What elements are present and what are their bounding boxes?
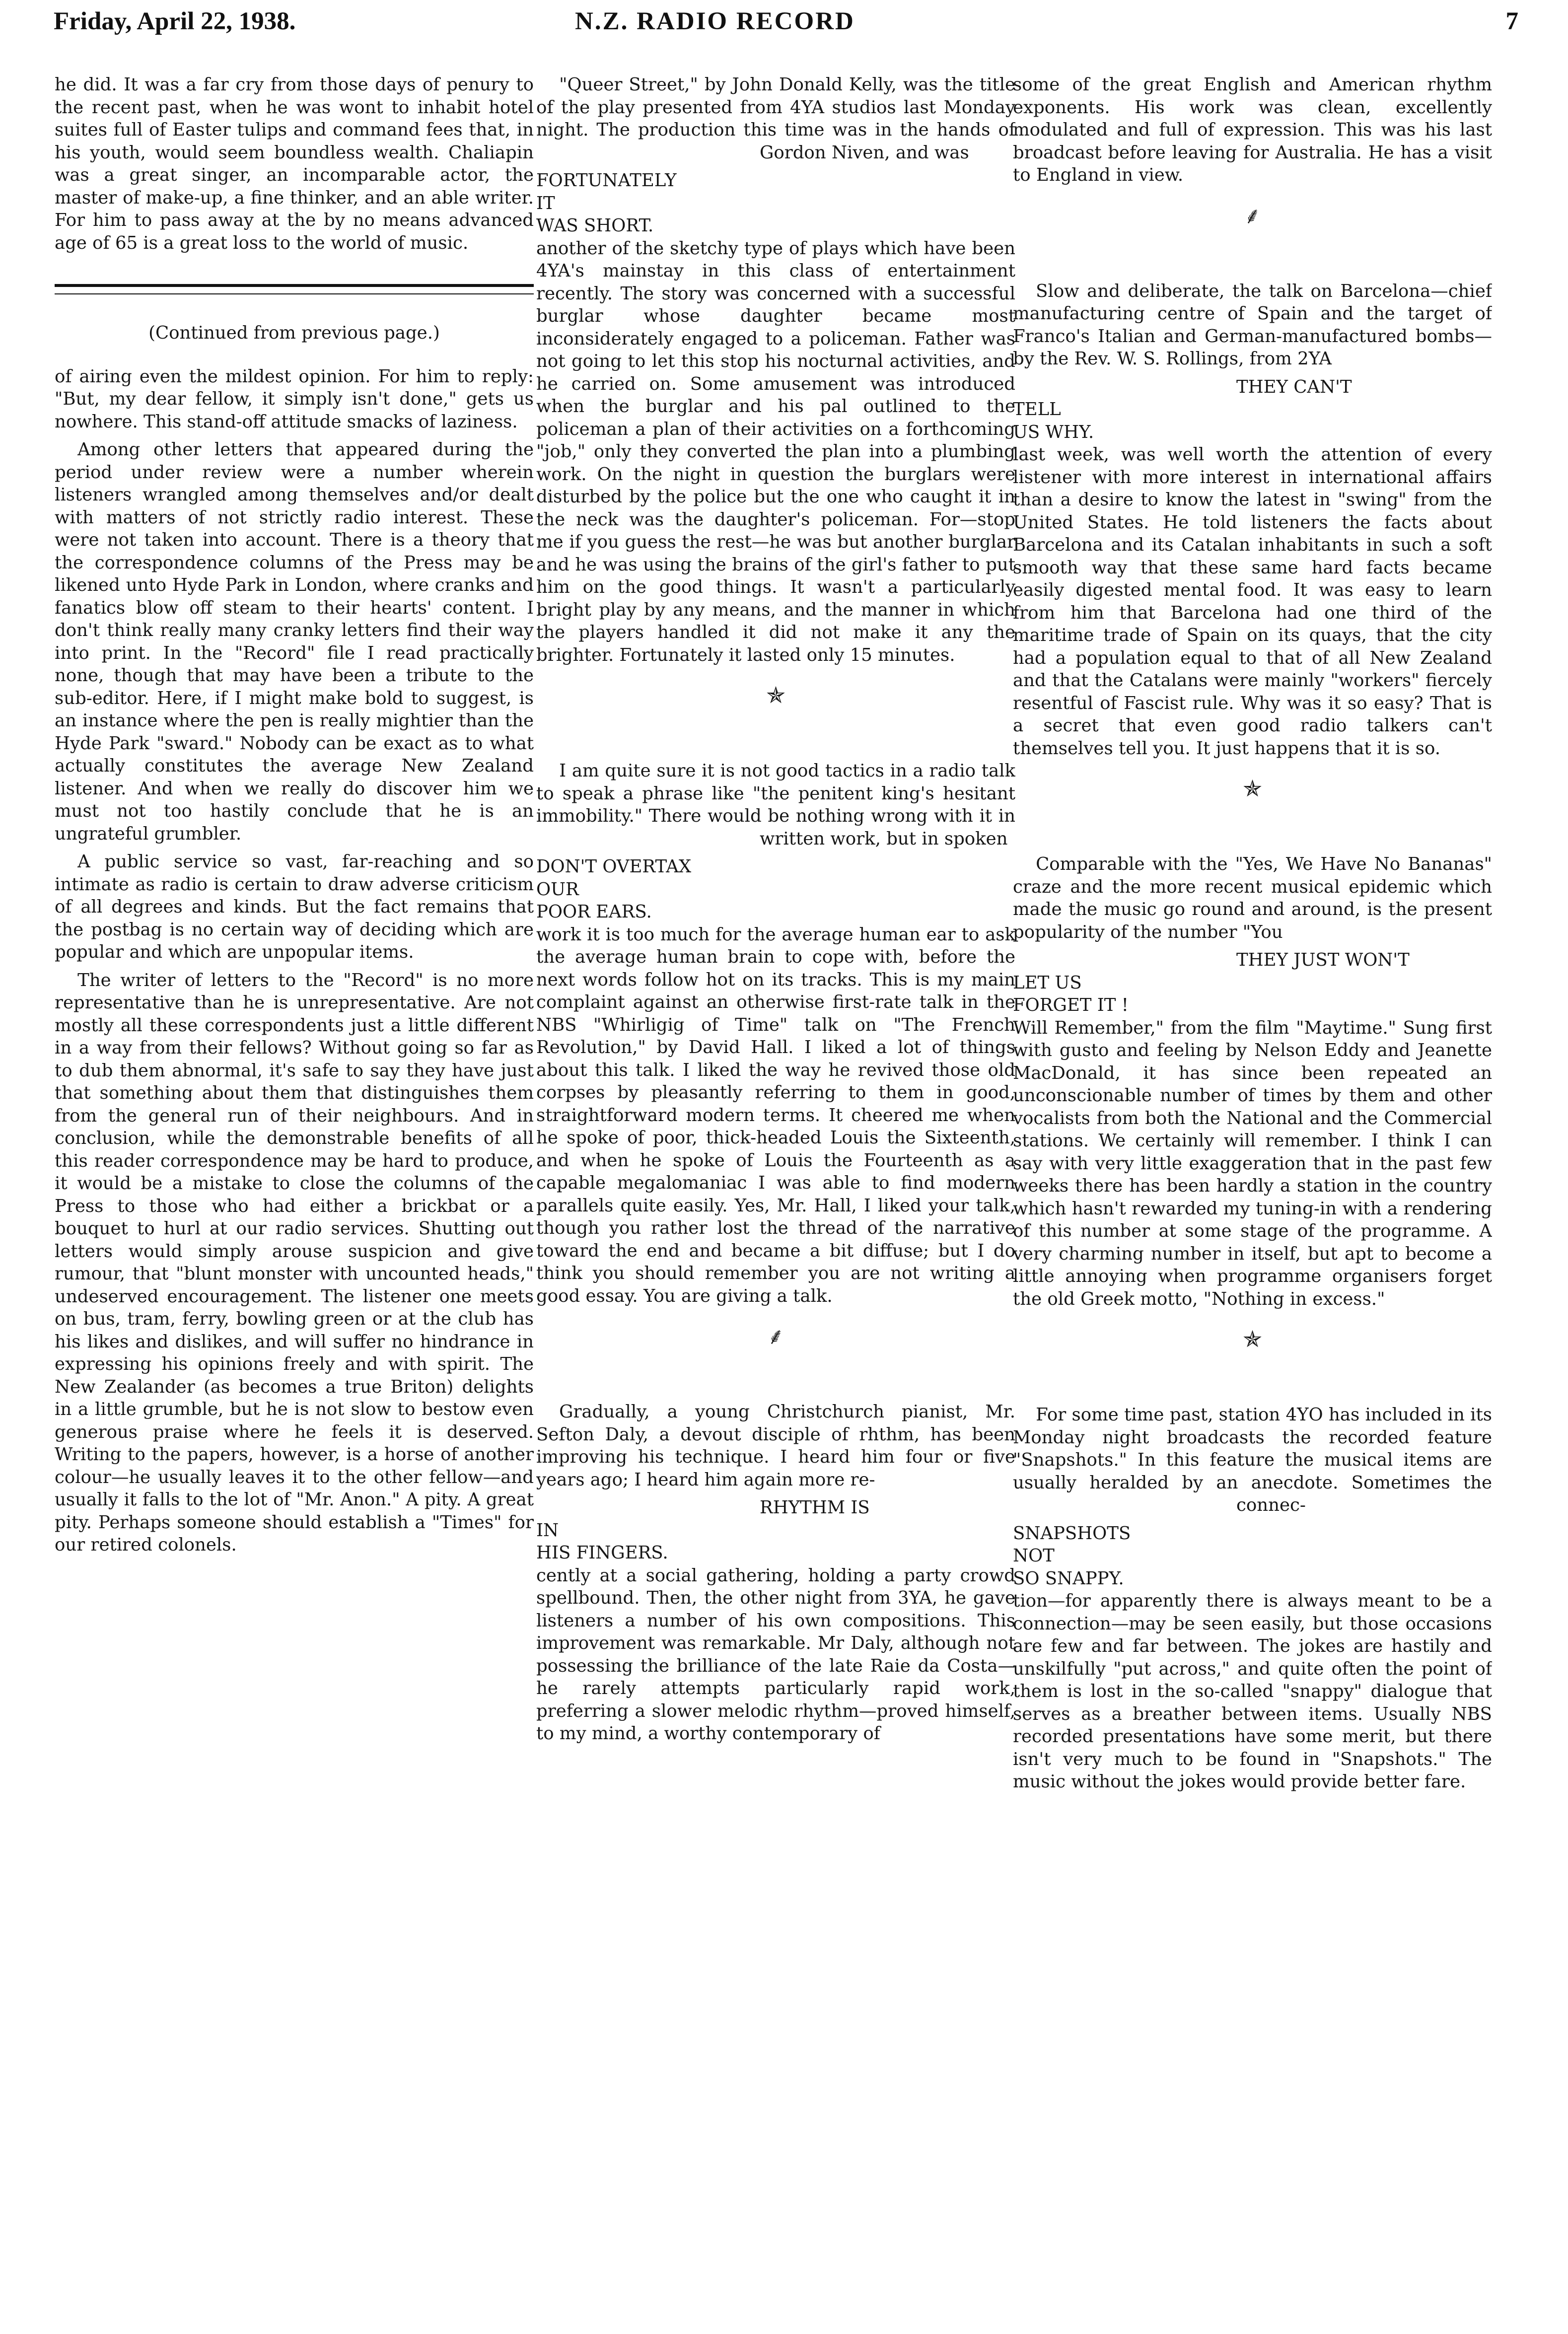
side-heading-line: OUR [536,879,579,900]
article-intro: Slow and deliberate, the talk on Barcelona—chief manufacturing centre of Spain and the target of Franco's Italian and German-manufactured bombs—by the Rev. W. S. Rollings, from 2YA [1013,281,1492,369]
side-heading-line: NOT [1013,1546,1055,1566]
article-body: tion—for apparently there is always meant to be a connection—may be seen easily, but those occasions are few and far between. The jokes are hastily and unskilfully "put across," and quite often the point of them is lost in the so-called "snappy" dialogue that serves as a breather between items. Usually NBS recorded presentations have some merit, but there isn't very much to be found in "Snapshots." The music without the jokes would provide better fare. [1013,1591,1492,1792]
column-1 [55,73,534,2318]
side-heading-line: WAS SHORT. [536,215,654,236]
masthead-title: N.Z. RADIO RECORD [575,7,855,35]
issue-date: Friday, April 22, 1938. [54,7,296,35]
continued-note: (Continued from previous page.) [148,323,440,343]
article-intro: Gradually, a young Christchurch pianist, Mr. Sefton Daly, a devout disciple of rhthm, has been improving his technique. I heard him four or five years ago; I heard him again more re- [536,1402,1015,1490]
side-heading-line: IN [536,1520,559,1541]
article-intro: I am quite sure it is not good tactics in a radio talk to speak a phrase like "the penitent king's hesitant immobility." There would be nothing wrong with it in written work, but in spoken [536,761,1015,849]
side-heading-line: HIS FINGERS. [536,1543,668,1563]
column-2 [536,73,1015,2318]
page-number: 7 [1505,7,1518,35]
ornament-mark: ⸙ [767,1323,784,1349]
side-heading-line: FORTUNATELY [536,170,677,191]
side-heading-line: THEY JUST WON'T [1236,950,1410,970]
paragraph [536,73,1015,164]
paragraph [536,1401,1015,1491]
article-intro: Comparable with the "Yes, We Have No Bananas" craze and the more recent musical epidemic which made the music go round and around, is the present popularity of the number "You [1013,854,1492,942]
side-heading-line: SNAPSHOTS [1013,1523,1131,1544]
paragraph [1013,280,1492,370]
paragraph: of airing even the mildest opinion. For him to reply: "But, my dear fellow, it simply isn't done," gets us nowhere. This stand-off attitude smacks of laziness. [55,366,534,432]
article-body: cently at a social gathering, holding a party crowd spellbound. Then, the other night from 3YA, he gave listeners a number of his own compositions. This improvement was remarkable. Mr Daly, although not possessing the brilliance of the late Raie da Costa—he rarely attempts particularly rapid work, preferring a slower melodic rhythm—proved himself, to my mind, a worthy contemporary of [536,1565,1015,1744]
article-intro: For some time past, station 4YO has included in its Monday night broadcasts the recorded feature "Snapshots." In this feature the musical items are usually heralded by an anecdote. Sometimes the connec- [1013,1405,1492,1515]
column-3 [1013,73,1492,2318]
side-heading-line: TELL [1013,399,1061,420]
paragraph: Among other letters that appeared during the period under review were a number wherein listeners wrangled among themselves and/or dealt with matters of not strictly radio interest. These were not taken into account. There is a theory that the correspondence columns of the Press may be likened unto Hyde Park in London, where cranks and fanatics blow off steam to their hearts' content. I don't think really many cranky letters find their way into print. In the "Record" file I read practically none, though that may have been a tribute to the sub-editor. Here, if I might make bold to suggest, is an instance where the pen is really mightier than the Hyde Park "sward." Nobody can be exact as to what actually constitutes the average New Zealand listener. And when we really do discover him we must not too hastily conclude that he is an ungrateful grumbler. [55,439,534,844]
side-heading-line: POOR EARS. [536,902,652,922]
paragraph: A public service so vast, far-reaching and so intimate as radio is certain to draw adverse criticism of all degrees and kinds. But the fact remains that the postbag is no certain way of deciding which are popular and which are unpopular items. [55,851,534,962]
paragraph [1013,1404,1492,1517]
side-heading-line: THEY CAN'T [1236,376,1352,397]
paragraph: he did. It was a far cry from those days of penury to the recent past, when he was wont to inhabit hotel suites full of Easter tulips and command fees that, in his youth, would seem boundless wealth. Chaliapin was a great singer, an incomparable actor, the master of make-up, a fine thinker, and an able writer. For him to pass away at the by no means advanced age of 65 is a great loss to the world of music. [55,74,534,253]
paragraph [1013,853,1492,943]
star-ornament: ✯ [766,682,785,708]
side-heading-line: FORGET IT ! [1013,995,1129,1015]
star-ornament: ✯ [1243,775,1262,802]
paragraph [536,760,1015,850]
section-divider [55,284,534,294]
side-heading-line: DON'T OVERTAX [536,856,692,877]
article-body: Will Remember," from the film "Maytime." Sung first with gusto and feeling by Nelson Eddy and Jeanette MacDonald, it has since been repeated an unconscionable number of times by them and other vocalists from both the National and the Commercial stations. We certainly will remember. I think I can say with very little exaggeration that in the past few weeks there has been hardly a station in the country which hasn't rewarded my tuning-in with a rendering of this number at some stage of the programme. A very charming number in itself, but apt to become a little annoying when programme organisers forget the old Greek motto, "Nothing in excess." [1013,1017,1492,1309]
side-heading-line: IT [536,193,555,213]
paragraph: some of the great English and American rhythm exponents. His work was clean, excellently modulated and full of expression. This was his last broadcast before leaving for Australia. He has a visit to England in view. [1013,74,1492,185]
side-heading-line: LET US [1013,972,1082,993]
paragraph: The writer of letters to the "Record" is no more representative than he is unrepresentative. Are not mostly all these correspondents just a little different in a way from their fellows? Without going so far as to dub them abnormal, it's safe to say they have just that something about them that distinguishes them from the general run of their neighbours. And in conclusion, while the demonstrable benefits of all this reader correspondence may be hard to produce, it would be a mistake to close the columns of the Press to those who had either a brickbat or a bouquet to hurl at our radio services. Shutting out letters would simply arouse suspicion and give rumour, that "blunt monster with uncounted heads," undeserved encouragement. The listener one meets on bus, tram, ferry, bowling green or at the club has his likes and dislikes, and will suffer no hindrance in expressing his opinions freely and with spirit. The New Zealander (as becomes a true Briton) delights in a little grumble, but he is not slow to bestow even generous praise where he feels it is deserved. Writing to the papers, however, is a horse of another colour—he usually leaves it to the other fellow—and usually it falls to the lot of "Mr. Anon." A pity. A great pity. Perhaps someone should establish a "Times" for our retired colonels. [55,970,534,1555]
side-heading-line: RHYTHM IS [760,1497,870,1518]
star-ornament: ✯ [1243,1326,1262,1352]
article-body: work it is too much for the average human ear to ask the average human brain to cope with, before the next words follow hot on its tracks. This is my main complaint against an otherwise first-rate talk in the NBS "Whirligig of Time" talk on "The French Revolution," by David Hall. I liked a lot of things about this talk. I liked the way he revived those old corpses by pleasantly referring to them in good, straightforward modern terms. It cheered me when he spoke of poor, thick-headed Louis the Sixteenth, and when he spoke of Louis the Fourteenth as a capable megalomaniac I was able to find modern parallels quite easily. Yes, Mr. Hall, I liked your talk, though you rather lost the thread of the narrative toward the end and became a bit diffuse; but I do think you should remember you are not writing a good essay. You are giving a talk. [536,924,1015,1306]
article-body: last week, was well worth the attention of every listener with more interest in international affairs than a desire to know the latest in "swing" from the United States. He told listeners the facts about Barcelona and its Catalan inhabitants in such a soft smooth way that these same hard facts became easily digested mental food. It was easy to learn from him that Barcelona had one third of the maritime trade of Spain on its quays, that the city had a population equal to that of all New Zealand and that the Catalans were mainly "workers" fiercely resentful of Fascist rule. Why was it so easy? That is a secret that even good radio talkers can't themselves tell you. It just happens that it is so. [1013,444,1492,759]
ornament-mark: ⸙ [1244,202,1261,229]
side-heading-line: US WHY. [1013,422,1094,442]
side-heading-line: SO SNAPPY. [1013,1568,1124,1589]
page-header [54,7,1518,37]
article-intro: "Queer Street," by John Donald Kelly, was the title of the play presented from 4YA studios last Monday night. The production this time was in the hands of Gordon Niven, and was [536,74,1015,163]
article-body: another of the sketchy type of plays which have been 4YA's mainstay in this class of entertainment recently. The story was concerned with a successful burglar whose daughter became most inconsiderately engaged to a policeman. Father was not going to let this stop his nocturnal activities, and he carried on. Some amusement was introduced when the burglar and his pal outlined to the policeman a plan of their activities on a forthcoming "job," only they converted the plan into a plumbing work. On the night in question the burglars were disturbed by the police but the one who caught it in the neck was the daughter's policeman. For—stop me if you guess the rest—he was but another burglar and he was using the brains of the girl's father to put him on the good things. It wasn't a particularly bright play by any means, and the manner in which the players handled it did not make it any the brighter. Fortunately it lasted only 15 minutes. [536,238,1015,665]
